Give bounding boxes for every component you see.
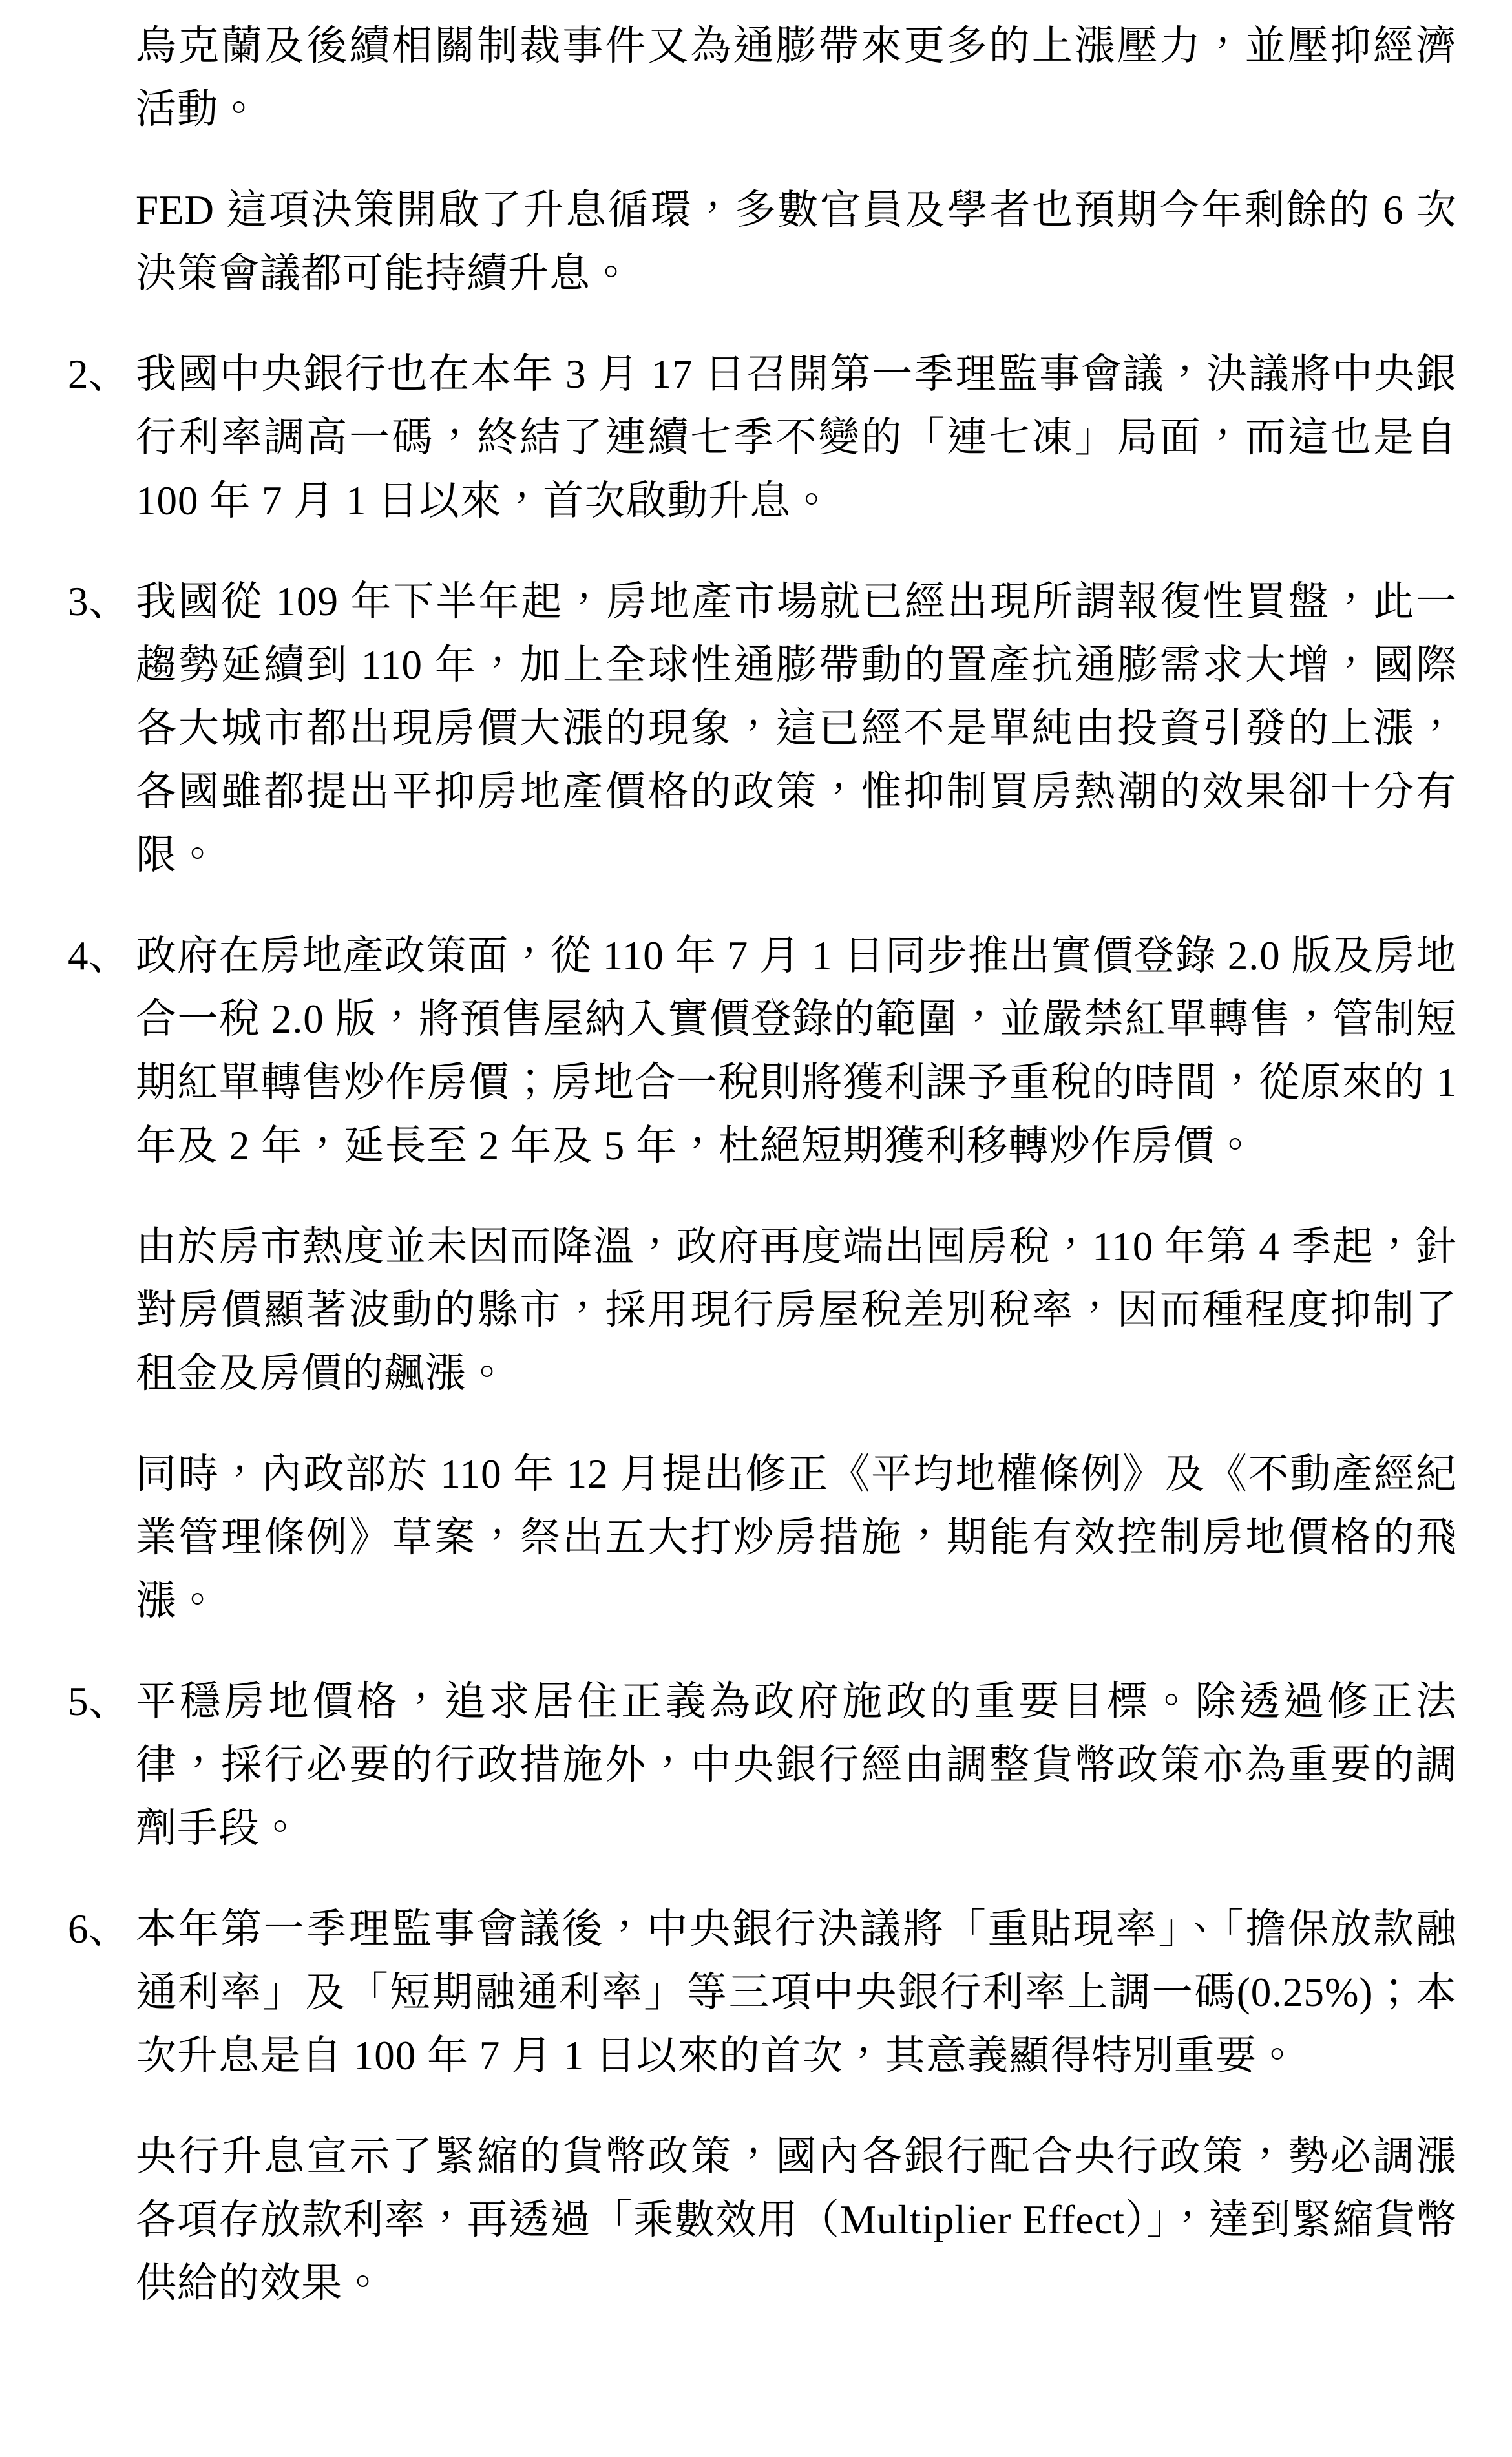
paragraph-text: 同時，內政部於 110 年 12 月提出修正《平均地權條例》及《不動產經紀業管理條例》草案，祭出五大打炒房措施，期能有效控制房地價格的飛漲。 <box>136 1451 1457 1623</box>
sub-paragraph <box>68 1215 1457 1405</box>
paragraph-text: 本年第一季理監事會議後，中央銀行決議將「重貼現率」、「擔保放款融通利率」及「短期融通利率」等三項中央銀行利率上調一碼(0.25%)；本次升息是自 100 年 7 月 1 日以來的首次，其意義顯得特別重要。 <box>136 1906 1457 2078</box>
numbered-item <box>68 1670 1457 1860</box>
numbered-item <box>68 924 1457 1177</box>
item-number: 3、 <box>68 579 129 624</box>
item-number: 2、 <box>68 352 129 397</box>
paragraph-text: 我國中央銀行也在本年 3 月 17 日召開第一季理監事會議，決議將中央銀行利率調高一碼，終結了連續七季不變的「連七凍」局面，而這也是自 100 年 7 月 1 日以來，首次啟動升息。 <box>136 352 1457 523</box>
paragraph-text: 我國從 109 年下半年起，房地產市場就已經出現所謂報復性買盤，此一趨勢延續到 110 年，加上全球性通膨帶動的置產抗通膨需求大增，國際各大城市都出現房價大漲的現象，這已經不是單純由投資引發的上漲，各國雖都提出平抑房地產價格的政策，惟抑制買房熱潮的效果卻十分有限。 <box>136 579 1457 878</box>
sub-paragraph <box>68 14 1457 141</box>
paragraph-text: 政府在房地產政策面，從 110 年 7 月 1 日同步推出實價登錄 2.0 版及房地合一稅 2.0 版，將預售屋納入實價登錄的範圍，並嚴禁紅單轉售，管制短期紅單轉售炒作房價；房地合一稅則將獲利課予重稅的時間，從原來的 1 年及 2 年，延長至 2 年及 5 年，杜絕短期獲利移轉炒作房價。 <box>136 933 1457 1168</box>
numbered-item <box>68 343 1457 533</box>
paragraph-text: 由於房市熱度並未因而降溫，政府再度端出囤房稅，110 年第 4 季起，針對房價顯著波動的縣市，採用現行房屋稅差別稅率，因而種程度抑制了租金及房價的飆漲。 <box>136 1224 1457 1396</box>
sub-paragraph <box>68 1442 1457 1632</box>
numbered-item <box>68 1897 1457 2087</box>
paragraph-text: FED 這項決策開啟了升息循環，多數官員及學者也預期今年剩餘的 6 次決策會議都可能持續升息。 <box>136 187 1457 296</box>
item-number: 6、 <box>68 1906 129 1952</box>
sub-paragraph <box>68 178 1457 305</box>
sub-paragraph <box>68 2125 1457 2315</box>
numbered-item <box>68 570 1457 887</box>
paragraph-text: 央行升息宣示了緊縮的貨幣政策，國內各銀行配合央行政策，勢必調漲各項存放款利率，再透過「乘數效用（Multiplier Effect）」，達到緊縮貨幣供給的效果。 <box>136 2134 1457 2306</box>
paragraph-text: 平穩房地價格，追求居住正義為政府施政的重要目標。除透過修正法律，採行必要的行政措施外，中央銀行經由調整貨幣政策亦為重要的調劑手段。 <box>136 1679 1457 1851</box>
paragraph-text: 烏克蘭及後續相關制裁事件又為通膨帶來更多的上漲壓力，並壓抑經濟活動。 <box>136 23 1457 132</box>
item-number: 4、 <box>68 933 129 978</box>
item-number: 5、 <box>68 1679 129 1724</box>
